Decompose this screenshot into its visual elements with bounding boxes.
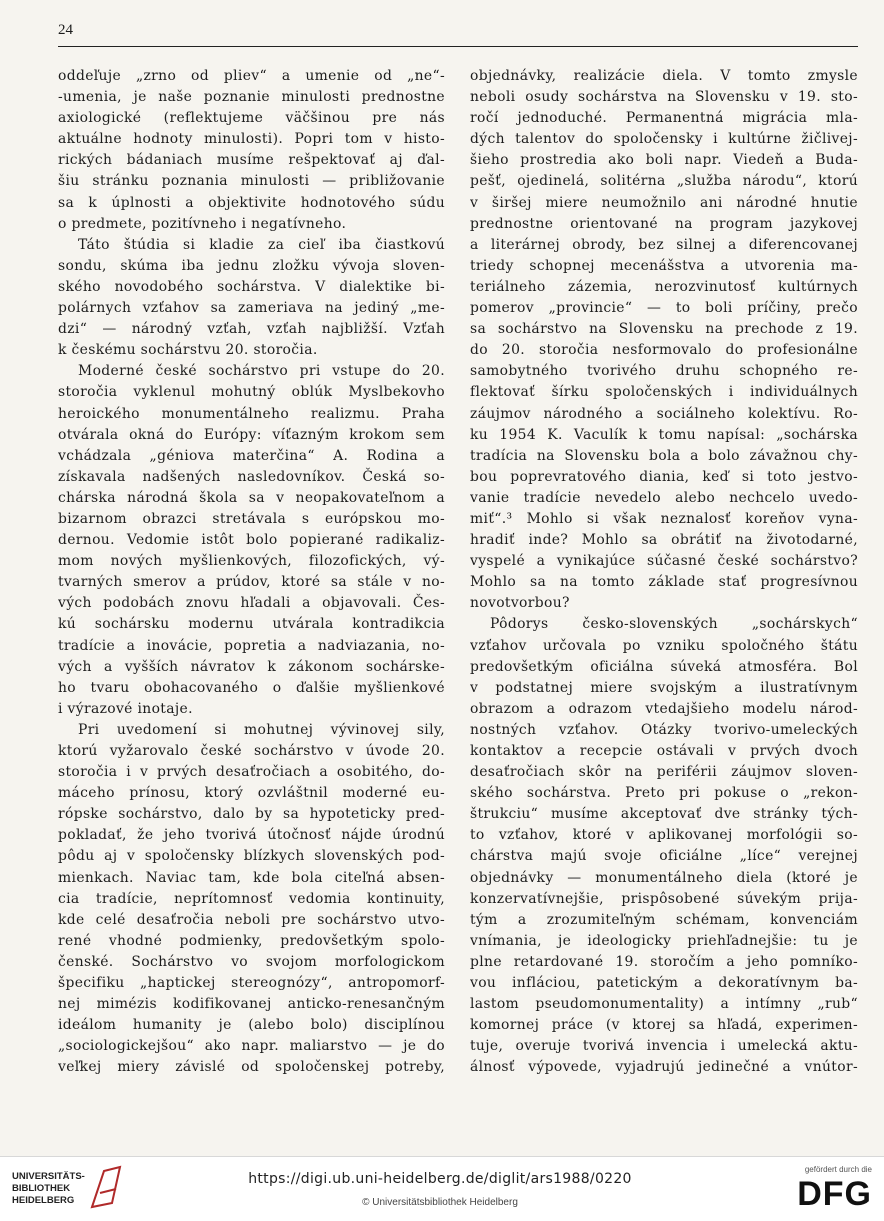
right-column-text-line: tým a zrozumiteľným schémam, konvenciám <box>470 911 858 928</box>
right-column-text-line: predovšetkým oficiálna súveká atmosféra. Bol <box>470 658 858 675</box>
right-column-text-line: tuje, overuje tvorivá invencia i umelecká aktu- <box>470 1038 858 1055</box>
right-column-text-line: novotvorbou? <box>470 595 570 612</box>
left-column-text-line: získavala nadšených nasledovníkov. Česká so- <box>58 468 445 485</box>
left-column-text-line: sa k úplnosti a objektivite hodnotového súdu <box>58 194 445 211</box>
left-column-text-line: dzi“ — národný vzťah, vzťah najbližší. Vzťah <box>58 321 445 338</box>
right-column-text-line: prednostne orientované na program jazykovej <box>470 215 858 232</box>
right-column-text-line: vzťahov určovala po vzniku spoločného štátu <box>470 637 858 654</box>
right-column-text-line: sa sochárstvo na Slovensku na prechode z 19. <box>470 321 858 338</box>
copyright-notice: © Universitätsbibliothek Heidelberg <box>362 1197 518 1208</box>
source-url-link[interactable]: https://digi.ub.uni-heidelberg.de/diglit/ars1988/0220 <box>248 1171 632 1187</box>
university-library-logo[interactable] <box>12 1171 92 1207</box>
left-column-text-line: dernou. Vedomie istôt bolo popierané radikaliz- <box>58 532 445 549</box>
right-column-text-line: šieho prostredia ako boli napr. Viedeň a Buda- <box>470 152 858 169</box>
right-column-text-line: v širšej miere neumožnilo ani národné hnutie <box>470 194 858 211</box>
right-column-text-line: objednávky — monumentálneho diela (ktoré je <box>470 869 858 886</box>
left-column-text-line: -umenia, je naše poznanie minulosti prednostne <box>58 89 445 106</box>
right-column-text-line: bou poprevratového diania, keď si toto jestvo- <box>470 468 858 485</box>
right-column-text-line: pomerov „provincie“ — to boli príčiny, prečo <box>470 300 858 317</box>
left-column-text-line: otvárala okná do Európy: víťazným krokom sem <box>58 426 445 443</box>
left-column-text-line: pôdu aj v spoločensky blízkych slovenských pod- <box>58 848 445 865</box>
left-column-text-line: veľkej miery závislé od spoločenskej potreby, <box>58 1059 445 1076</box>
left-column-text-line: ktorú vyžarovalo české sochárstvo v úvode 20. <box>58 743 445 759</box>
left-column-text-line: rópske sochárstvo, dalo by sa hypoteticky pred- <box>58 806 445 823</box>
left-column-text-line: storočia vyklenul mohutný oblúk Myslbekovho <box>58 384 445 401</box>
left-column-text-line: k českému sochárstvu 20. storočia. <box>58 342 318 359</box>
left-column-text-line: špecifiku „haptickej stereognózy“, antropomorf- <box>58 975 445 992</box>
right-column-text-line: do 20. storočia nesformovalo do profesionálne <box>470 342 858 359</box>
left-column-text-line: tvarných smerov a prúdov, ktoré sa stále v no- <box>58 574 445 591</box>
right-column-text-line: v podstatnej miere svojským a ilustratívnym <box>470 679 858 696</box>
right-column-text-line: flektovať šírku spoločenských i individuálnych <box>470 384 858 401</box>
footer <box>0 1156 884 1221</box>
left-column-text-line: storočia i v prvých desaťročiach a osobitého, do- <box>58 764 445 781</box>
left-column-text-line: Táto štúdia si kladie za cieľ iba čiastkovú <box>78 236 445 253</box>
page-number: 24 <box>58 22 73 38</box>
left-column-text-line: o predmete, pozitívneho i negatívneho. <box>58 215 347 232</box>
right-column-text-line: nostných vzťahov. Otázky tvorivo-umeleckých <box>470 721 858 738</box>
right-column-text-line: tradícia na Slovensku bola a bolo závažnou chy- <box>470 447 858 464</box>
right-column-text-line: neboli osudy sochárstva na Slovensku v 19. sto- <box>470 89 858 106</box>
right-column-text-line: lastom pseudomonumentality) a intímny „rub“ <box>470 996 858 1013</box>
right-column-text-line: a literárnej obrody, bez silnej a diferencovanej <box>470 236 858 253</box>
left-column-text-line: kú sochársku modernu utvárala kontradikcia <box>58 616 445 633</box>
left-column-text-line: vých podobách znovu hľadali a objavovali. Čes- <box>58 595 445 612</box>
right-column-text-line: dých talentov do spoločensky i kultúrne žičlivej- <box>470 131 858 148</box>
left-column-text-line: vých a vyšších návratov k zákonom sochárske- <box>58 658 445 675</box>
right-column-text-line: teriálneho zázemia, nerozvinutosť kultúrnych <box>470 278 858 295</box>
dfg-logo[interactable]: DFG <box>797 1175 872 1213</box>
right-column-text-line: samobytného tvorivého druhu schopného re- <box>470 363 858 380</box>
logo-line-2: BIBLIOTHEK <box>12 1183 71 1194</box>
left-column-text-line: kde celé desaťročia neboli pre sochárstvo utvo- <box>58 911 445 928</box>
right-column-text-line: triedy schopnej mecenášstva a utvorenia ma- <box>470 257 858 274</box>
right-column-text-line: komornej práce (v ktorej sa hľadá, experimen- <box>470 1017 858 1034</box>
left-column-text-line: tradície a inovácie, popretia a nadviazania, no- <box>58 637 445 654</box>
right-column-text-line: ročí jednoduché. Permanentná migrácia mla- <box>470 110 858 127</box>
right-column-text-line: vnímania, je ideologicky priehľadnejšie: tu je <box>470 932 858 949</box>
right-column-text-line: ku 1954 K. Vaculík k tomu napísal: „sochárska <box>470 426 858 443</box>
right-column-text-line: vou infláciou, patetickým a dekoratívnym ba- <box>470 975 858 992</box>
left-column-text-line: „sociologickejšou“ ako napr. maliarstvo — je do <box>58 1038 445 1055</box>
left-column-text-line: nej mimézis kodifikovanej anticko-renesančným <box>58 996 445 1013</box>
top-rule <box>58 46 858 47</box>
right-column-text-line: pešť, ojedinelá, solitérna „služba národu“, ktorú <box>470 173 858 190</box>
right-column-text-line: ského sochárstva. Preto pri pokuse o „rekon- <box>470 785 858 802</box>
right-column-text-line: álnosť výpovede, vyjadrujú jedinečné a vnútor- <box>470 1059 858 1076</box>
right-column-text-line: vyspelé a vynikajúce súčasné české sochárstvo? <box>470 553 858 570</box>
right-column-text-line: vanie tradície nevedelo alebo nechcelo uvedo- <box>470 489 858 506</box>
left-column-text-line: šiu stránku poznania minulosti — približovanie <box>58 173 445 190</box>
right-column-text-line: záujmov národného a sociálneho kolektívu. Ro- <box>470 405 858 422</box>
left-column-text-line: axiologické (reflektujeme väčšinou pre nás <box>58 110 445 127</box>
left-column-text-line: rené vhodné podmienky, predovšetkým spolo- <box>58 932 445 949</box>
left-column-text-line: rických bádaniach musíme rešpektovať aj ďal- <box>58 152 445 169</box>
left-column-text-line: oddeľuje „zrno od pliev“ a umenie od „ne“- <box>58 68 445 84</box>
left-column-text-line: polárnych vzťahov sa zameriava na jediný „me- <box>58 300 445 317</box>
left-column-text-line: vchádzala „géniova materčina“ A. Rodina a <box>58 447 445 464</box>
left-column-text-line: pokladať, že jeho tvorivá útočnosť nájde úrodnú <box>58 827 445 844</box>
left-column-text-line: mom nových myšlienkových, filozofických, vý- <box>58 553 445 570</box>
left-column-text-line: cia tradície, neprítomnosť vedomia kontinuity, <box>58 890 445 907</box>
left-column-text-line: ideálom humanity je (alebo bolo) disciplínou <box>58 1017 445 1034</box>
right-column-text-line: desaťročiach skôr na periférii záujmov sloven- <box>470 764 858 781</box>
left-column-text-line: mienkach. Naviac tam, kde bola citeľná absen- <box>58 869 445 886</box>
right-column-text-line: Mohlo sa na tomto základe stať progresívnou <box>470 574 858 591</box>
right-column-text-line: Pôdorys česko-slovenských „sochárskych“ <box>490 616 858 633</box>
right-column-text-line: miť“.³ Mohlo si však neznalosť koreňov vyna- <box>470 510 858 527</box>
right-column-text-line: kontaktov a recepcie ostávali v prvých dvoch <box>470 743 858 759</box>
right-column-text-line: štrukciu“ musíme akceptovať dve stránky tých- <box>470 806 858 823</box>
left-column-text-line: i výrazové inotaje. <box>58 700 193 717</box>
logo-line-3: HEIDELBERG <box>12 1195 75 1206</box>
left-column-text-line: ho tvaru obohacovaného o ďalšie myšlienkové <box>58 679 445 696</box>
left-column-text-line: sondu, skúma iba jednu zložku vývoja sloven- <box>58 257 445 274</box>
right-column-text-line: to vzťahov, ktoré v aplikovanej morfológii so- <box>470 827 858 844</box>
right-column-text-line: obrazom a odrazom vtedajšieho modelu národ- <box>470 700 858 717</box>
left-column-text-line: Pri uvedomení si mohutnej vývinovej sily, <box>78 721 445 738</box>
left-column-text-line: ského novodobého sochárstva. V dialektike bi- <box>58 278 445 295</box>
left-column-text-line: chárska národná škola sa v neopakovateľnom a <box>58 489 445 506</box>
left-column-text-line: heroického monumentálneho realizmu. Praha <box>58 405 445 422</box>
right-column-text-line: hradiť inde? Mohlo sa obrátiť na životodarné, <box>470 532 858 549</box>
left-column-text-line: čenské. Sochárstvo vo svojom morfologickom <box>58 953 445 970</box>
logo-line-1: UNIVERSITÄTS- <box>12 1171 85 1182</box>
dfg-caption: gefördert durch die <box>804 1165 872 1174</box>
left-column-text-line: máceho prínosu, ktorý ozvláštnil moderné eu- <box>58 785 445 802</box>
right-column <box>470 66 858 1079</box>
left-column-text-line: Moderné české sochárstvo pri vstupe do 20. <box>78 363 445 380</box>
right-column-text-line: chárstva majú svoje oficiálne „líce“ verejnej <box>470 848 858 865</box>
right-column-text-line: plne retardované 19. storočím a jeho pomníko- <box>470 953 858 970</box>
library-emblem-icon <box>86 1163 126 1213</box>
left-column-text-line: aktuálne hodnoty minulosti). Popri tom v histo- <box>58 131 445 148</box>
left-column <box>58 66 445 1079</box>
right-column-text-line: objednávky, realizácie diela. V tomto zmysle <box>470 68 858 84</box>
left-column-text-line: bizarnom obrazci stretávala s európskou mo- <box>58 510 445 527</box>
right-column-text-line: konzervatívnejšie, prispôsobené súvekým prija- <box>470 890 858 907</box>
